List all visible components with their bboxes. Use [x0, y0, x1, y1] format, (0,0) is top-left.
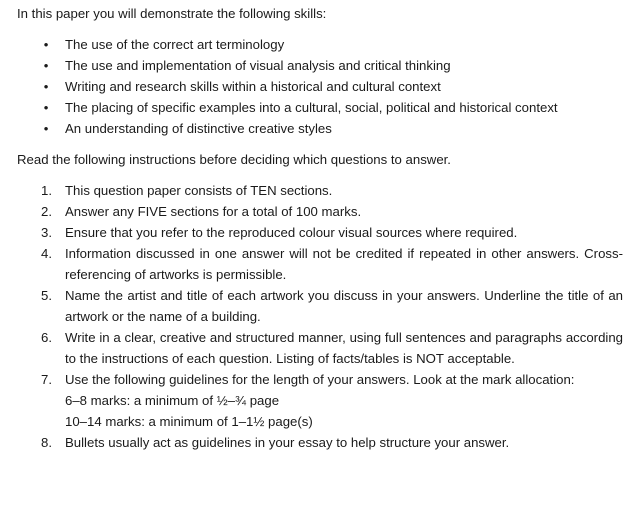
item-number: 1. — [41, 183, 52, 198]
skill-text: The placing of specific examples into a cultural, social, political and historical context — [65, 100, 558, 115]
item-number: 2. — [41, 204, 52, 219]
list-item — [17, 180, 623, 201]
instruction-text: Information discussed in one answer will not be credited if repeated in other answers. Cross-referencing of artworks is permissible. — [65, 246, 623, 282]
item-number: 8. — [41, 435, 52, 450]
instructions-list — [17, 180, 623, 453]
bullet-icon: • — [43, 121, 49, 136]
list-item — [17, 369, 623, 432]
skill-text: Writing and research skills within a historical and cultural context — [65, 79, 441, 94]
item-number: 3. — [41, 225, 52, 240]
bullet-icon: • — [43, 58, 49, 73]
bullet-icon: • — [43, 37, 49, 52]
instruction-text: Write in a clear, creative and structured manner, using full sentences and paragraphs according to the instructions of each question. Listing of facts/tables is NOT acceptable. — [65, 330, 623, 366]
bullet-icon: • — [43, 79, 49, 94]
list-item — [17, 201, 623, 222]
list-item — [17, 222, 623, 243]
list-item — [17, 118, 623, 139]
bullet-icon: • — [43, 100, 49, 115]
skill-text: An understanding of distinctive creative styles — [65, 121, 332, 136]
instructions-intro: Read the following instructions before deciding which questions to answer. — [17, 152, 451, 167]
instruction-text: Answer any FIVE sections for a total of 100 marks. — [65, 204, 362, 219]
document-body — [17, 3, 623, 453]
instruction-text: Ensure that you refer to the reproduced colour visual sources where required. — [65, 225, 518, 240]
instruction-text: Name the artist and title of each artwork you discuss in your answers. Underline the title of an artwork or the name of a building. — [65, 288, 623, 324]
list-item — [17, 34, 623, 55]
mark-guideline: 6–8 marks: a minimum of ½–¾ page — [65, 393, 280, 408]
skills-intro: In this paper you will demonstrate the following skills: — [17, 6, 327, 21]
skill-text: The use of the correct art terminology — [65, 37, 285, 52]
instruction-text: Bullets usually act as guidelines in your essay to help structure your answer. — [65, 435, 510, 450]
skill-text: The use and implementation of visual analysis and critical thinking — [65, 58, 451, 73]
list-item — [17, 76, 623, 97]
skills-list — [17, 34, 623, 139]
instruction-text: This question paper consists of TEN sections. — [65, 183, 333, 198]
list-item — [17, 285, 623, 327]
item-number: 5. — [41, 288, 52, 303]
list-item — [17, 432, 623, 453]
item-number: 7. — [41, 372, 52, 387]
list-item — [17, 55, 623, 76]
instruction-text: Use the following guidelines for the length of your answers. Look at the mark allocation: — [65, 372, 575, 387]
list-item — [17, 243, 623, 285]
list-item — [17, 327, 623, 369]
item-number: 6. — [41, 330, 52, 345]
mark-guideline: 10–14 marks: a minimum of 1–1½ page(s) — [65, 414, 313, 429]
item-number: 4. — [41, 246, 52, 261]
list-item — [17, 97, 623, 118]
